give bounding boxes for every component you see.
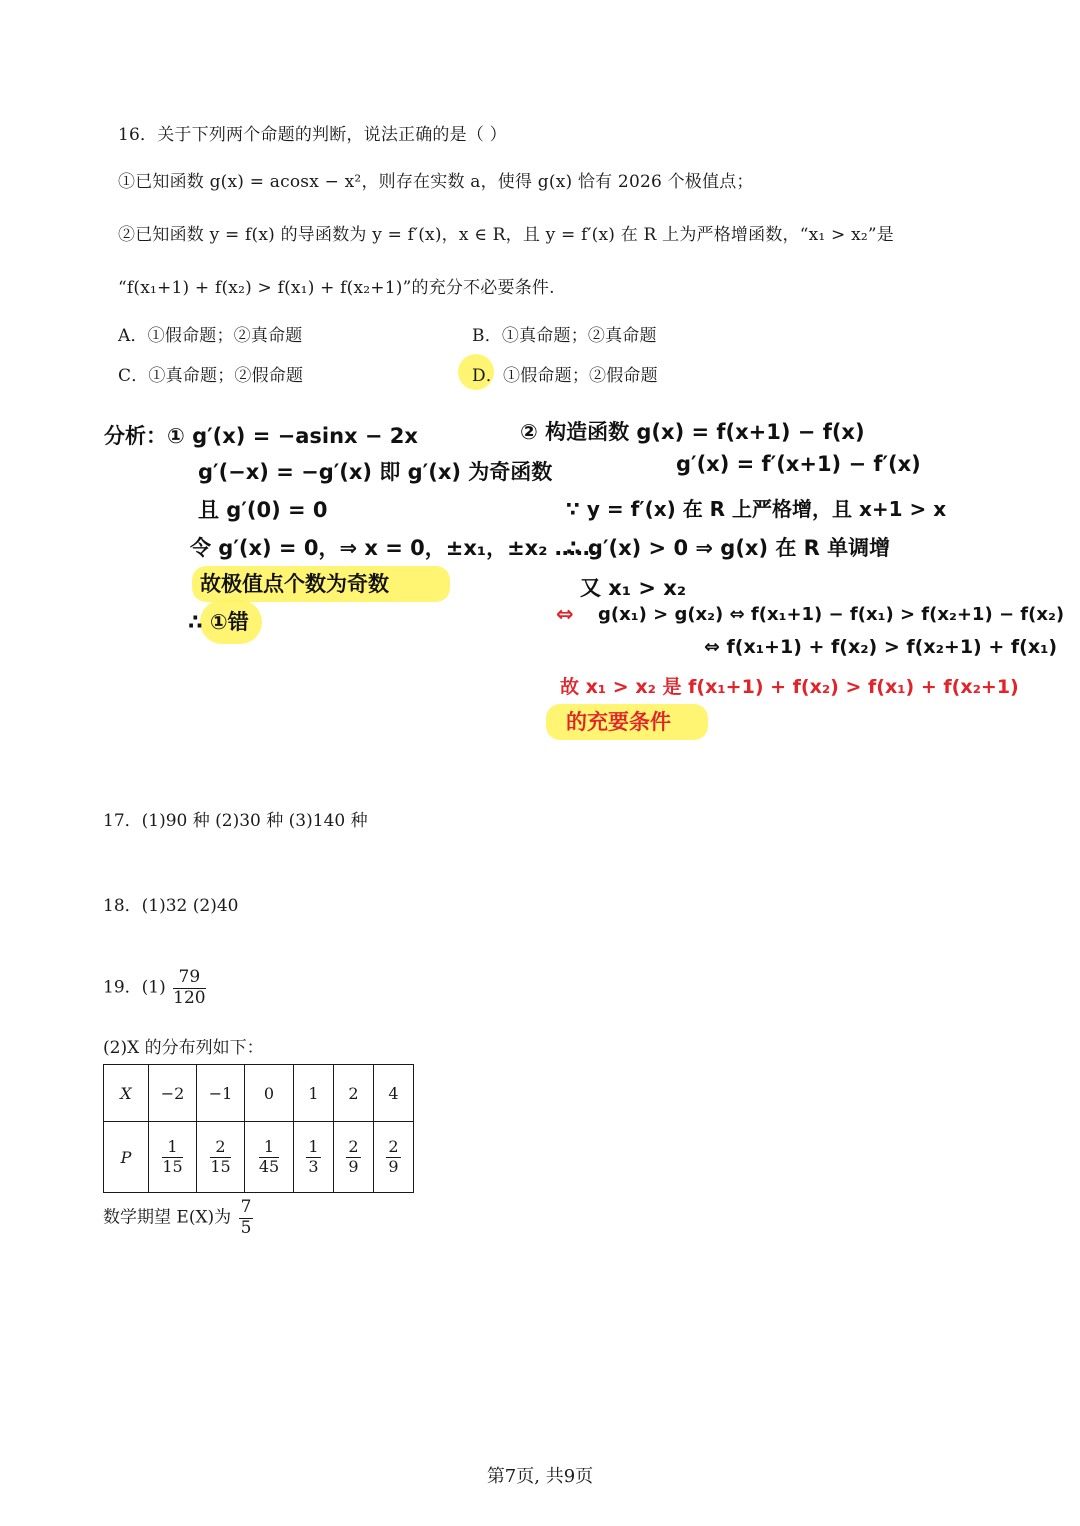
answer-19-fraction [173,968,205,1008]
table-x-cell: 0 [245,1065,294,1122]
q16-item2: ②已知函数 y = f(x) 的导函数为 y = f′(x)，x ∈ R，且 y = f′(x) 在 R 上为严格增函数，“x₁ > x₂”是 [118,225,894,245]
p-numerator: 1 [259,1138,279,1157]
hw-right-line-6: g(x₁) > g(x₂) ⇔ f(x₁+1) − f(x₁) > f(x₂+1) − f(x₂) [598,604,1065,625]
table-x-cell: 2 [334,1065,374,1122]
hw-right-line-9: 的充要条件 [566,710,671,734]
table-row-p [104,1122,414,1193]
hw-right-line-4: ∴ g′(x) > 0 ⇒ g(x) 在 R 单调增 [566,536,891,560]
hw-right-line-1: ② 构造函数 g(x) = f(x+1) − f(x) [520,420,865,444]
hw-left-line-5: 故极值点个数为奇数 [200,572,389,596]
hw-left-line-3: 且 g′(0) = 0 [198,498,328,522]
hw-left-line-2: g′(−x) = −g′(x) 即 g′(x) 为奇函数 [198,460,553,484]
table-header-x: X [104,1065,149,1122]
q16-option-d: D．①假命题；②假命题 [472,366,658,386]
q16-option-a: A．①假命题；②真命题 [118,326,303,346]
table-x-cell: 1 [294,1065,334,1122]
expectation-denominator: 5 [240,1217,252,1238]
answer-18: 18．(1)32 (2)40 [103,896,239,916]
p-numerator: 2 [348,1137,359,1157]
answer-19-part2-label: (2)X 的分布列如下： [103,1038,264,1058]
hw-left-line-1: 分析：① g′(x) = −asinx − 2x [104,424,418,448]
p-numerator: 2 [210,1138,230,1157]
table-x-cell: −2 [149,1065,197,1122]
table-p-cell [197,1122,245,1193]
p-numerator: 1 [162,1138,182,1157]
hw-right-line-7: ⇔ f(x₁+1) + f(x₂) > f(x₂+1) + f(x₁) [704,636,1058,658]
hw-left-line-4: 令 g′(x) = 0，⇒ x = 0，±x₁，±x₂ …… [190,536,597,560]
table-x-cell: 4 [374,1065,414,1122]
q16-option-c: C．①真命题；②假命题 [118,366,304,386]
q16-item2-continued: “f(x₁+1) + f(x₂) > f(x₁) + f(x₂+1)”的充分不必要条件. [118,278,555,298]
distribution-table [103,1064,414,1193]
hw-right-line-5: 又 x₁ > x₂ [580,576,687,600]
expectation-numerator: 7 [240,1197,252,1217]
p-numerator: 2 [388,1137,399,1157]
table-row-x [104,1065,414,1122]
q16-stem: 16．关于下列两个命题的判断，说法正确的是（ ） [118,125,507,145]
page-footer: 第7页, 共9页 [486,1466,594,1487]
hw-right-line-3: ∵ y = f′(x) 在 R 上严格增，且 x+1 > x [566,497,947,521]
p-denominator: 9 [388,1156,399,1176]
answer-19-label: 19．(1) [103,977,166,998]
expectation-fraction [239,1198,254,1238]
table-p-cell [334,1122,374,1193]
q16-option-b: B．①真命题；②真命题 [472,326,657,346]
table-p-cell [149,1122,197,1193]
p-denominator: 15 [210,1156,231,1176]
p-denominator: 15 [162,1156,183,1176]
hw-right-equiv-arrow: ⇔ [556,602,574,626]
table-p-cell [294,1122,334,1193]
expectation-label: 数学期望 E(X)为 [103,1207,232,1228]
table-header-p: P [104,1122,149,1193]
q16-item1: ①已知函数 g(x) = acosx − x²，则存在实数 a，使得 g(x) 恰有 2026 个极值点； [118,172,754,192]
hw-left-line-6: ∴ ①错 [188,610,249,634]
answer-19-numerator: 79 [173,968,205,989]
answer-19-denominator: 120 [173,987,206,1008]
p-denominator: 9 [348,1156,359,1176]
p-numerator: 1 [308,1137,319,1157]
hw-right-line-2: g′(x) = f′(x+1) − f′(x) [676,452,921,476]
answer-19-part1 [103,968,208,1008]
table-p-cell [245,1122,294,1193]
table-p-cell [374,1122,414,1193]
hw-right-line-8: 故 x₁ > x₂ 是 f(x₁+1) + f(x₂) > f(x₁) + f(x₂+1) [560,676,1019,698]
p-denominator: 3 [308,1156,319,1176]
answer-17: 17．(1)90 种 (2)30 种 (3)140 种 [103,811,368,831]
p-denominator: 45 [258,1156,280,1176]
table-x-cell: −1 [197,1065,245,1122]
expectation-line [103,1198,255,1238]
